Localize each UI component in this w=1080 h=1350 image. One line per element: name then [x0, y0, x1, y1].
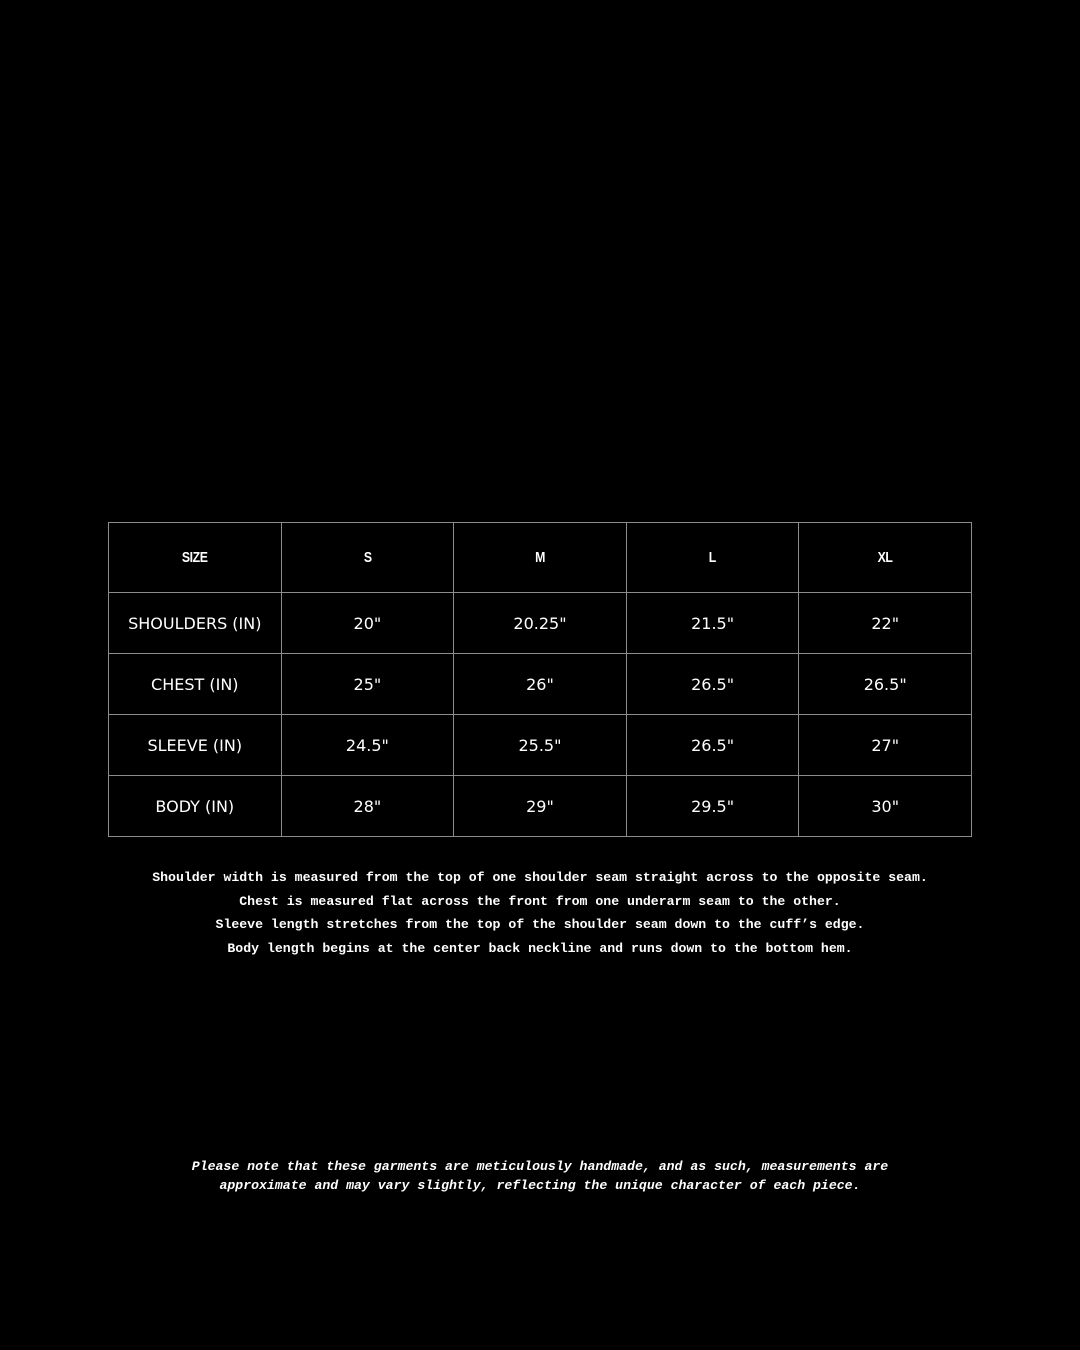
- row-label: SHOULDERS (IN): [109, 593, 282, 654]
- table-cell: 26.5": [626, 715, 799, 776]
- disclaimer-line: Please note that these garments are meticulously handmade, and as such, measurements are: [191, 1159, 889, 1174]
- note-shoulder: Shoulder width is measured from the top of one shoulder seam straight across to the opposite seam.: [152, 870, 928, 885]
- table-cell: 26.5": [799, 654, 972, 715]
- table-cell: 22": [799, 593, 972, 654]
- table-row: [109, 776, 972, 837]
- table-cell: 26.5": [626, 654, 799, 715]
- table-cell: 20.25": [454, 593, 627, 654]
- table-row: [109, 654, 972, 715]
- table-cell: 21.5": [626, 593, 799, 654]
- row-label: SLEEVE (IN): [109, 715, 282, 776]
- table-cell: 29": [454, 776, 627, 837]
- table-cell: 28": [281, 776, 454, 837]
- table-cell: 25": [281, 654, 454, 715]
- table-row: [109, 593, 972, 654]
- header-cell-xl: XL: [799, 523, 972, 593]
- table-row: [109, 715, 972, 776]
- size-chart-table: [108, 522, 972, 837]
- note-sleeve: Sleeve length stretches from the top of the shoulder seam down to the cuff’s edge.: [215, 917, 865, 932]
- table-cell: 29.5": [626, 776, 799, 837]
- row-label: CHEST (IN): [109, 654, 282, 715]
- table-cell: 26": [454, 654, 627, 715]
- table-cell: 24.5": [281, 715, 454, 776]
- note-body: Body length begins at the center back neckline and runs down to the bottom hem.: [227, 940, 853, 956]
- header-cell-m: M: [454, 523, 627, 593]
- handmade-disclaimer: [0, 1157, 1080, 1195]
- table-cell: 30": [799, 776, 972, 837]
- header-cell-size: SIZE: [109, 523, 282, 593]
- row-label: BODY (IN): [109, 776, 282, 837]
- header-cell-s: S: [281, 523, 454, 593]
- header-cell-l: L: [626, 523, 799, 593]
- table-cell: 27": [799, 715, 972, 776]
- table-cell: 25.5": [454, 715, 627, 776]
- disclaimer-line: approximate and may vary slightly, reflecting the unique character of each piece.: [219, 1178, 861, 1193]
- measurement-notes: [0, 866, 1080, 960]
- table-cell: 20": [281, 593, 454, 654]
- note-chest: Chest is measured flat across the front from one underarm seam to the other.: [239, 893, 841, 909]
- table-header-row: [109, 523, 972, 593]
